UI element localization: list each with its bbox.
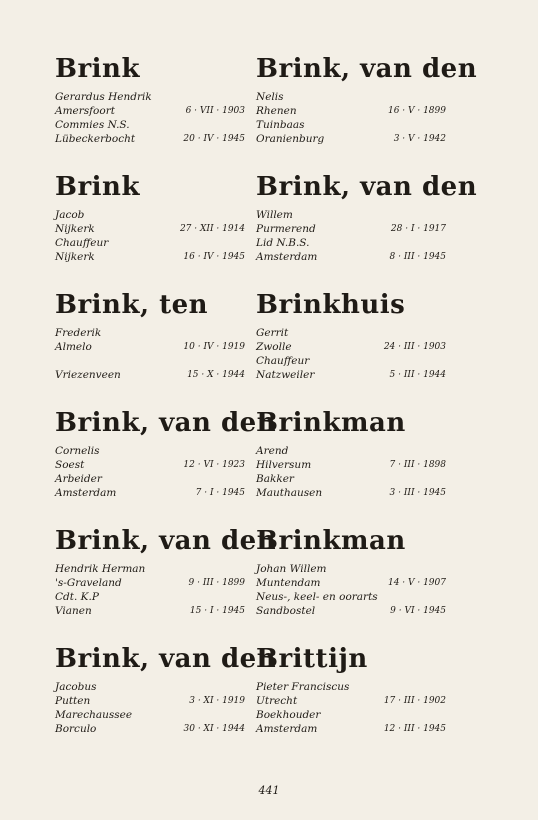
date: 24 · III · 1903	[383, 342, 446, 352]
date: 3 · III · 1945	[389, 488, 446, 498]
surname: Brittijn	[256, 644, 368, 674]
entry	[256, 642, 446, 760]
entry-line	[256, 458, 446, 472]
place: Rhenen	[256, 105, 297, 117]
date: 10 · IV · 1919	[183, 342, 245, 352]
entry-line	[256, 354, 446, 368]
entry-line	[55, 708, 245, 722]
place: Soest	[55, 459, 85, 471]
occupation: Bakker	[256, 473, 294, 485]
entry	[256, 52, 478, 170]
place: Zwolle	[256, 341, 292, 353]
date: 3 · XI · 1919	[189, 696, 245, 706]
first-names: Nelis	[256, 91, 284, 103]
occupation: Chauffeur	[256, 355, 310, 367]
entry	[256, 288, 446, 406]
place: Purmerend	[256, 223, 316, 235]
date: 30 · XI · 1944	[183, 724, 245, 734]
entry-line	[256, 340, 446, 354]
entry-line	[55, 604, 245, 618]
place: Amersfoort	[55, 105, 115, 117]
entry-line	[55, 590, 245, 604]
entry-line	[55, 354, 245, 368]
entry-line	[256, 576, 446, 590]
surname: Brinkman	[256, 408, 406, 438]
entry-line	[55, 472, 245, 486]
entry-line	[55, 132, 245, 146]
surname: Brink	[55, 172, 140, 202]
first-names: Johan Willem	[256, 563, 327, 575]
place: 's-Graveland	[55, 577, 122, 589]
occupation: Cdt. K.P	[55, 591, 99, 603]
place: Muntendam	[256, 577, 321, 589]
place: Vriezenveen	[55, 369, 121, 381]
date: 16 · V · 1899	[387, 106, 446, 116]
first-names: Cornelis	[55, 445, 100, 457]
occupation: Boekhouder	[256, 709, 321, 721]
date: 9 · VI · 1945	[390, 606, 446, 616]
date: 7 · III · 1898	[389, 460, 446, 470]
occupation: Arbeider	[55, 473, 102, 485]
entry-line	[256, 368, 446, 382]
entry-line	[256, 222, 446, 236]
first-names: Jacob	[55, 209, 85, 221]
date: 27 · XII · 1914	[179, 224, 245, 234]
place: Vianen	[55, 605, 92, 617]
date: 5 · III · 1944	[389, 370, 446, 380]
first-names: Frederik	[55, 327, 102, 339]
occupation: Lid N.B.S.	[256, 237, 310, 249]
date: 20 · IV · 1945	[183, 134, 245, 144]
entry-line	[55, 576, 245, 590]
date: 3 · V · 1942	[393, 134, 446, 144]
date: 12 · VI · 1923	[183, 460, 245, 470]
first-names: Arend	[256, 445, 289, 457]
entry-line	[256, 604, 446, 618]
first-names: Gerardus Hendrik	[55, 91, 152, 103]
place: Oranienburg	[256, 133, 325, 145]
first-names: Gerrit	[256, 327, 289, 339]
occupation: Marechaussee	[55, 709, 133, 721]
entry-line	[55, 222, 245, 236]
place: Sandbostel	[256, 605, 316, 617]
entry	[256, 524, 446, 642]
date: 17 · III · 1902	[383, 696, 446, 706]
place: Amsterdam	[256, 251, 318, 263]
entry-line	[55, 368, 245, 382]
entry-line	[55, 236, 245, 250]
place: Mauthausen	[256, 487, 323, 499]
first-names: Willem	[256, 209, 293, 221]
entry-line	[256, 694, 446, 708]
first-names: Jacobus	[55, 681, 97, 693]
surname: Brink, van den	[256, 172, 478, 202]
entry-line	[55, 104, 245, 118]
right-column	[256, 52, 478, 760]
surname: Brinkman	[256, 526, 406, 556]
entry-line	[256, 236, 446, 250]
date: 16 · IV · 1945	[183, 252, 245, 262]
date: 9 · III · 1899	[188, 578, 245, 588]
place: Almelo	[55, 341, 92, 353]
surname: Brink, van den	[256, 54, 478, 84]
entry-line	[256, 590, 446, 604]
first-names: Pieter Franciscus	[256, 681, 350, 693]
place: Putten	[55, 695, 91, 707]
entry	[256, 170, 478, 288]
occupation: Neus-, keel- en oorarts	[256, 591, 378, 603]
entry-line	[256, 132, 446, 146]
surname: Brinkhuis	[256, 290, 406, 320]
date: 12 · III · 1945	[383, 724, 446, 734]
entry	[256, 406, 446, 524]
entry-line	[55, 722, 245, 736]
surname: Brink	[55, 54, 140, 84]
place: Nijkerk	[55, 251, 95, 263]
surname: Brink, ten	[55, 290, 209, 320]
entry-line	[256, 472, 446, 486]
place: Borculo	[55, 723, 97, 735]
entry-line	[256, 118, 446, 132]
entry	[55, 170, 245, 288]
date: 8 · III · 1945	[389, 252, 446, 262]
surname: Brink, van den	[55, 526, 277, 556]
date: 15 · X · 1944	[187, 370, 245, 380]
place: Lübeckerbocht	[55, 133, 136, 145]
entry	[55, 288, 245, 406]
place: Hilversum	[256, 459, 312, 471]
first-names: Hendrik Herman	[55, 563, 146, 575]
entry-line	[256, 486, 446, 500]
surname: Brink, van den	[55, 408, 277, 438]
place: Nijkerk	[55, 223, 95, 235]
entry-line	[55, 250, 245, 264]
occupation: Commies N.S.	[55, 119, 130, 131]
place: Natzweiler	[256, 369, 315, 381]
entry-line	[256, 250, 446, 264]
entry-line	[55, 458, 245, 472]
occupation: Chauffeur	[55, 237, 109, 249]
entry-line	[55, 340, 245, 354]
date: 15 · I · 1945	[189, 606, 245, 616]
entry	[55, 52, 245, 170]
date: 14 · V · 1907	[387, 578, 446, 588]
date: 28 · I · 1917	[390, 224, 446, 234]
page-number: 441	[258, 784, 280, 797]
place: Amsterdam	[55, 487, 117, 499]
entry-line	[256, 104, 446, 118]
occupation: Tuinbaas	[256, 119, 305, 131]
entry	[55, 524, 277, 642]
entry-line	[55, 118, 245, 132]
entry-line	[256, 708, 446, 722]
place: Utrecht	[256, 695, 298, 707]
date: 6 · VII · 1903	[185, 106, 245, 116]
entry-line	[55, 486, 245, 500]
place: Amsterdam	[256, 723, 318, 735]
entry-line	[55, 694, 245, 708]
surname: Brink, van den	[55, 644, 277, 674]
date: 7 · I · 1945	[195, 488, 245, 498]
entry-line	[256, 722, 446, 736]
